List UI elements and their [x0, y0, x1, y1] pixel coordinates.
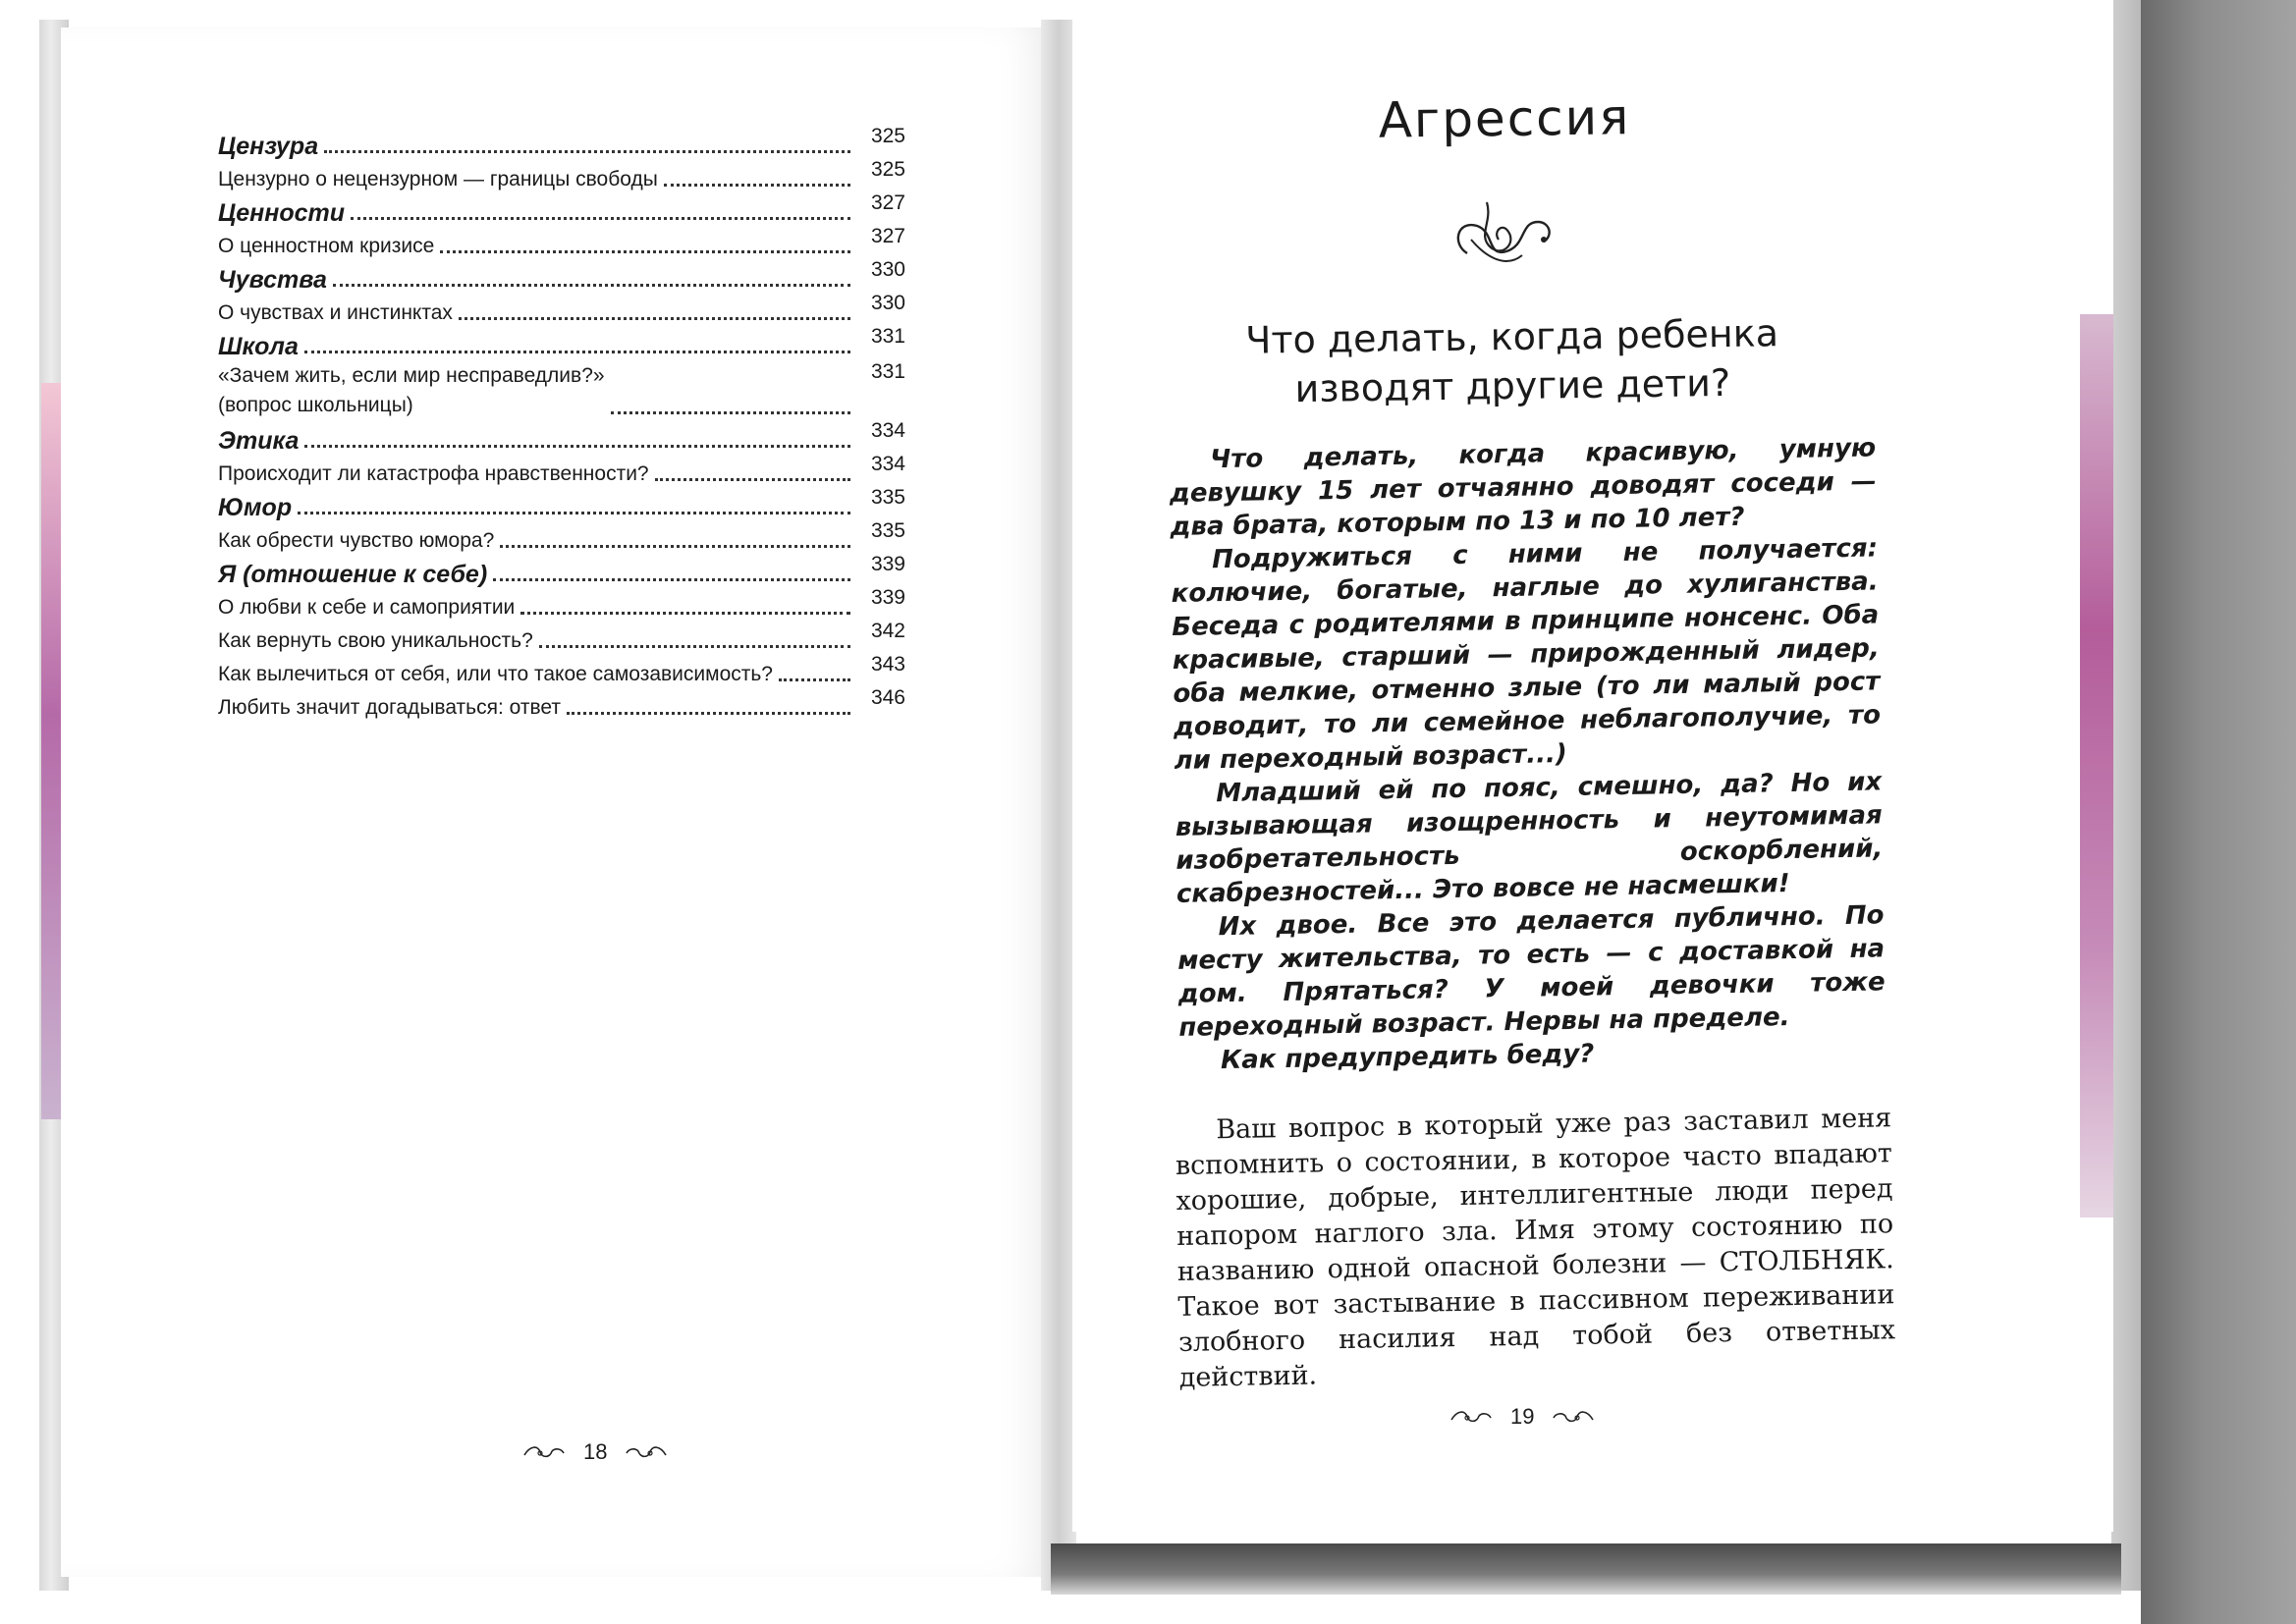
toc-entry	[218, 621, 905, 654]
toc-entry-title: Чувства	[218, 266, 327, 294]
toc-entry-title: Цензурно о нецензурном — границы свободы	[218, 168, 658, 190]
toc-leader-dots	[520, 611, 850, 615]
toc-entry-page: 343	[870, 653, 905, 676]
article-subheading	[1217, 308, 1807, 414]
toc-entry-page: 330	[870, 258, 905, 281]
toc-entry	[218, 359, 905, 420]
toc-entry-title: О чувствах и инстинктах	[218, 301, 453, 324]
cover-edge-pink	[41, 383, 61, 1119]
question-paragraph: Младший ей по пояс, смешно, да? Но их вызывающая изощренность и неутомимая изобретательность оскорблений, скабрезностей... Это вовсе не насмешки!	[1175, 767, 1884, 909]
toc-leader-dots	[500, 544, 850, 548]
toc-entry-page: 335	[870, 519, 905, 542]
toc-entry-title: Как обрести чувство юмора?	[218, 529, 495, 552]
toc-entry-title: Этика	[218, 427, 300, 455]
reader-question	[1169, 431, 1886, 1077]
toc-entry	[218, 654, 905, 687]
question-paragraph: Их двое. Все это делается публично. По месту жительства, то есть — с доставкой на дом. Прятаться? У моей девочки тоже переходный возраст. Нервы на пределе.	[1176, 900, 1886, 1043]
subheading-line: изводят другие дети?	[1294, 360, 1731, 411]
right-page-folio	[1449, 1404, 1595, 1430]
toc-entry	[218, 520, 905, 554]
toc-entry-page: 339	[870, 586, 905, 609]
toc-entry-title: Ценности	[218, 199, 346, 227]
toc-entry	[218, 454, 905, 487]
toc-entry	[218, 687, 905, 721]
left-page-folio	[522, 1439, 668, 1465]
toc-entry-page: 325	[870, 158, 905, 181]
toc-entry-page: 325	[870, 125, 905, 147]
toc-entry	[218, 587, 905, 621]
toc-entry	[218, 226, 905, 259]
toc-entry	[218, 420, 905, 454]
question-paragraph: Что делать, когда красивую, умную девушку 15 лет отчаянно доводят соседи — два брата, которым по 13 и по 10 лет?	[1169, 433, 1878, 542]
toc-entry-title	[218, 361, 611, 420]
toc-entry-page: 339	[870, 553, 905, 575]
toc-entry-page: 346	[870, 686, 905, 709]
toc-entry-page: 330	[870, 292, 905, 314]
toc-entry-title: О любви к себе и самоприятии	[218, 596, 516, 619]
toc-entry-page: 327	[870, 191, 905, 214]
toc-entry-title: Как вылечиться от себя, или что такое самозависимость?	[218, 663, 773, 685]
chapter-title: Агрессия	[1378, 88, 1631, 149]
toc-entry-page: 331	[870, 325, 905, 348]
scanner-background-right	[2141, 0, 2296, 1624]
toc-entry-title: Происходит ли катастрофа нравственности?	[218, 462, 649, 485]
toc-entry-page: 334	[870, 453, 905, 475]
toc-entry-page: 335	[870, 486, 905, 509]
toc-leader-dots	[539, 644, 850, 648]
vine-scroll-icon	[1449, 1408, 1493, 1426]
book-page-edges-right	[2111, 0, 2141, 1591]
toc-leader-dots	[304, 444, 850, 448]
page-number: 19	[1510, 1404, 1535, 1429]
flourish-ornament-icon	[1448, 192, 1558, 281]
subheading-line: Что делать, когда ребенка	[1245, 311, 1779, 362]
toc-entry-page: 334	[870, 419, 905, 442]
toc-leader-dots	[440, 249, 850, 253]
page-number: 18	[583, 1439, 608, 1464]
toc-entry	[218, 326, 905, 359]
question-paragraph: Как предупредить беду?	[1220, 1039, 1595, 1076]
toc-leader-dots	[493, 577, 850, 581]
toc-leader-dots	[779, 677, 850, 681]
toc-entry-page: 331	[870, 360, 905, 383]
toc-entry-title-line1: «Зачем жить, если мир несправедлив?»	[218, 364, 605, 387]
answer-paragraph: Ваш вопрос в который уже раз заставил меня вспомнить о состоянии, в которое часто впадают хорошие, добрые, интеллигентные люди перед напором наглого зла. Имя этому состоянию по названию одной опасной болезни — СТОЛБНЯК. Такое вот застывание в пассивном переживании злобного насилия над тобой без ответных действий.	[1175, 1103, 1896, 1393]
vine-scroll-icon	[1552, 1408, 1595, 1426]
cover-edge-magenta	[2080, 314, 2113, 1218]
toc-entry	[218, 259, 905, 293]
vine-scroll-icon	[522, 1443, 566, 1461]
toc-entry-title: О ценностном кризисе	[218, 235, 435, 257]
toc-entry-page: 327	[870, 225, 905, 247]
table-of-contents	[218, 126, 905, 721]
toc-leader-dots	[611, 410, 850, 414]
author-answer	[1175, 1101, 1896, 1396]
toc-entry-title: Как вернуть свою уникальность?	[218, 629, 533, 652]
book-cover-bottom-edge	[1051, 1543, 2121, 1595]
toc-entry-title: Школа	[218, 333, 299, 360]
toc-leader-dots	[655, 477, 850, 481]
toc-entry-title: Я (отношение к себе)	[218, 561, 488, 588]
toc-entry-title-line2: (вопрос школьницы)	[218, 394, 413, 416]
toc-entry-title: Юмор	[218, 494, 293, 521]
question-paragraph: Подружиться с ними не получается: колючие, богатые, наглые до хулиганства. Беседа с родителями в принципе нонсенс. Оба красивые, старший — прирожденный лидер, оба мелкие, отменно злые (то ли малый рост доводит, то ли семейное неблагополучие, то ли переходный возраст...)	[1171, 533, 1882, 776]
toc-leader-dots	[298, 511, 850, 514]
toc-entry-title: Цензура	[218, 133, 319, 160]
toc-leader-dots	[351, 216, 850, 220]
toc-entry	[218, 192, 905, 226]
toc-leader-dots	[567, 711, 850, 715]
book-gutter	[1041, 20, 1076, 1591]
toc-leader-dots	[459, 316, 850, 320]
toc-leader-dots	[304, 350, 850, 353]
toc-leader-dots	[664, 183, 850, 187]
toc-entry-title: Любить значит догадываться: ответ	[218, 696, 562, 719]
toc-entry	[218, 554, 905, 587]
toc-entry	[218, 293, 905, 326]
toc-entry	[218, 126, 905, 159]
toc-leader-dots	[324, 149, 850, 153]
toc-leader-dots	[333, 283, 850, 287]
toc-entry	[218, 487, 905, 520]
vine-scroll-icon	[625, 1443, 668, 1461]
toc-entry-page: 342	[870, 620, 905, 642]
toc-entry	[218, 159, 905, 192]
